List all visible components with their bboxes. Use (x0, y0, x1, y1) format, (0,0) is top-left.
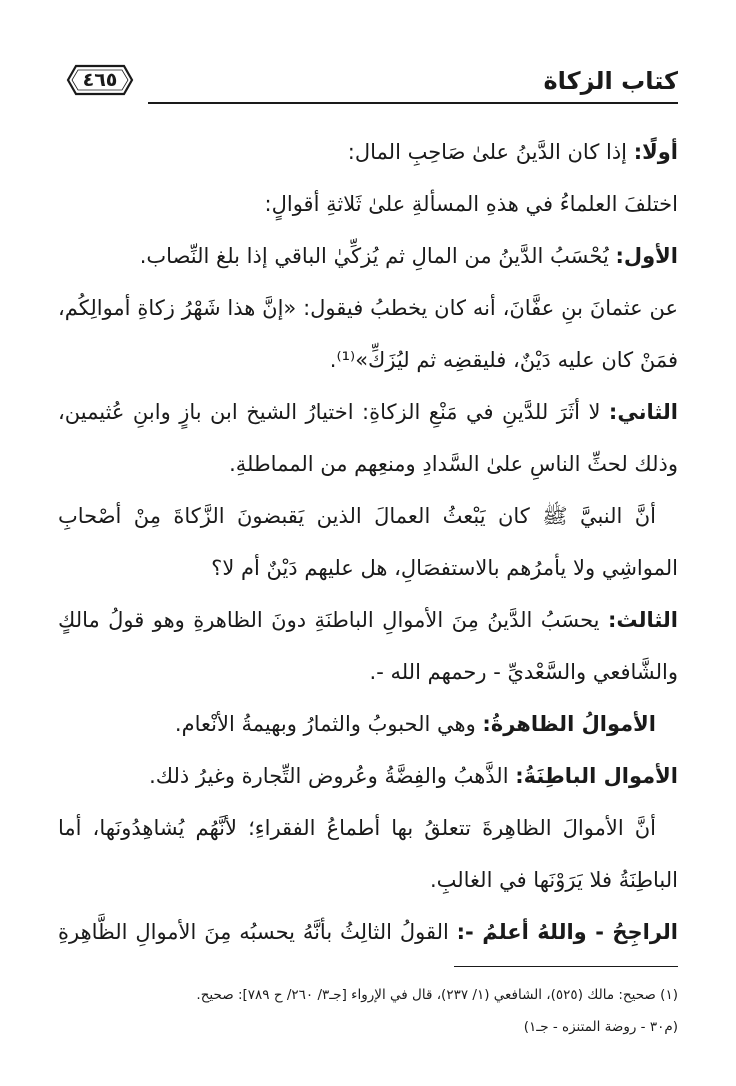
line-lead: أولًا: (633, 140, 678, 164)
line-text: لا أثَرَ للدَّينِ في مَنْعِ الزكاةِ: اختيارُ الشيخ ابن بازٍ وابنِ عُثيمين، (58, 400, 609, 424)
text-line (58, 282, 678, 334)
line-text: إذا كان الدَّينُ علىٰ صَاحِبِ المال: (347, 140, 634, 164)
text-line (58, 594, 678, 646)
text-line (58, 386, 678, 438)
line-text: فمَنْ كان عليه دَيْنٌ، فليقضِه ثم ليُزَكِّ»⁽¹⁾. (329, 348, 678, 372)
line-lead: الأموالُ الظاهرةُ: (482, 712, 656, 736)
text-line (58, 802, 678, 854)
text-line (58, 750, 678, 802)
page-header (58, 58, 678, 106)
line-text: اختلفَ العلماءُ في هذهِ المسألةِ علىٰ ثَلاثةِ أقوالٍ: (264, 192, 678, 216)
text-line (58, 178, 678, 230)
page-number: ٤٦٥ (82, 69, 118, 91)
text-line (58, 438, 678, 490)
line-text: الباطِنَةُ فلا يَرَوْنَها في الغالبِ. (429, 868, 678, 892)
footnote: (١) صحيح: مالك (٥٢٥)، الشافعي (١/ ٢٣٧)، قال في الإرواء [جـ٣/ ٢٦٠/ ح ٧٨٩]: صحيح. (196, 987, 678, 1003)
text-line (58, 334, 678, 386)
line-text: أنَّ النبيَّ ﷺ كان يَبْعثُ العمالَ الذين يَقبضونَ الزَّكاةَ مِنْ أصْحابِ (58, 504, 656, 528)
line-lead: الثاني: (608, 400, 678, 424)
text-line (58, 126, 678, 178)
line-lead: الأول: (615, 244, 678, 268)
line-text: وهي الحبوبُ والثمارُ وبهيمةُ الأنْعام. (174, 712, 483, 736)
line-lead: الراجِحُ - واللهُ أعلمُ -: (456, 920, 678, 944)
line-text: الذَّهبُ والفِضَّةُ وعُروض التِّجارة وغيرُ ذلك. (149, 764, 516, 788)
line-lead: الثالث: (607, 608, 678, 632)
line-lead: الأموال الباطِنَةُ: (515, 764, 678, 788)
text-line (58, 698, 678, 750)
page-number-badge (66, 64, 134, 96)
line-text: المواشِي ولا يأمرُهم بالاستفصَالِ، هل عليهم دَيْنٌ أم لا؟ (211, 556, 678, 580)
line-text: أنَّ الأموالَ الظاهِرةَ تتعلقُ بها أطماعُ الفقراءِ؛ لأنَّهُم يُشاهِدُونَها، أما (58, 816, 656, 840)
line-text: يحسَبُ الدَّينُ مِنَ الأموالِ الباطنَةِ دونَ الظاهرةِ وهو قولُ مالكٍ (58, 608, 608, 632)
line-text: القولُ الثالِثُ بأنَّهُ يحسبُه مِنَ الأموالِ الظَّاهِرةِ (58, 920, 457, 944)
chapter-title: كتاب الزكاة (543, 67, 678, 95)
line-text: عن عثمانَ بنِ عفَّانَ، أنه كان يخطبُ فيقول: «إنَّ هذا شَهْرُ زكاةِ أموالِكُم، (58, 296, 678, 320)
text-line (58, 542, 678, 594)
footnote-rule (454, 966, 678, 967)
text-line (58, 906, 678, 958)
header-rule (148, 102, 678, 104)
line-text: يُحْسَبُ الدَّينُ من المالِ ثم يُزكِّيٰ الباقي إذا بلغ النِّصاب. (139, 244, 616, 268)
page-body (58, 126, 678, 958)
text-line (58, 646, 678, 698)
text-line (58, 854, 678, 906)
line-text: والشَّافعي والسَّعْديِّ - رحمهم الله -. (369, 660, 678, 684)
line-text: وذلك لحثِّ الناسِ علىٰ السَّدادِ ومنعِهم من المماطلةِ. (229, 452, 678, 476)
text-line (58, 230, 678, 282)
text-line (58, 490, 678, 542)
page-signature: (م٣٠ - روضة المتنزه - جـ١) (523, 1019, 678, 1035)
